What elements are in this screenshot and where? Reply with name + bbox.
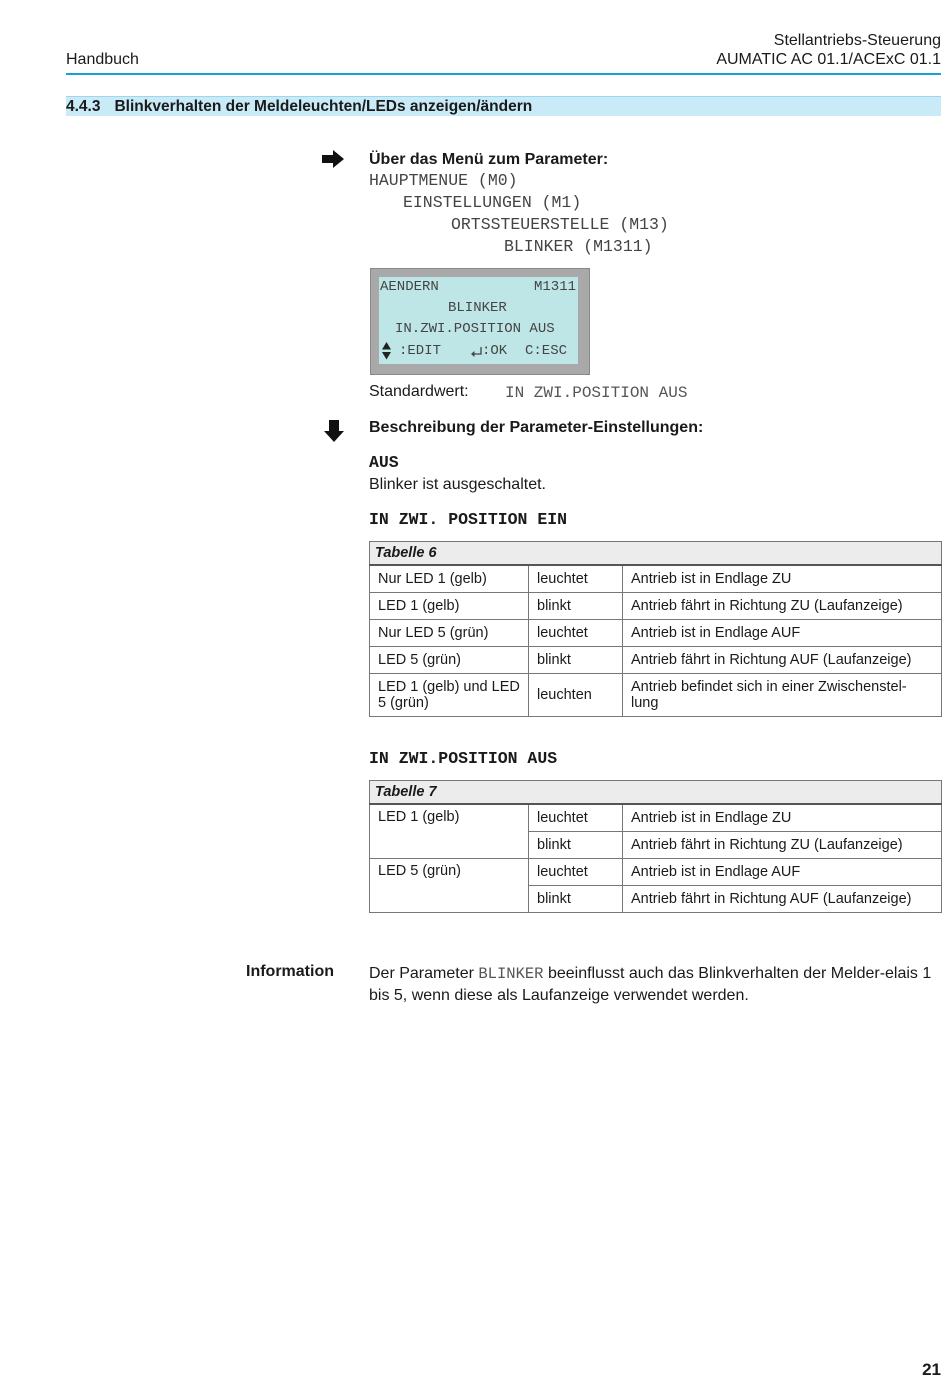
table-caption: Tabelle 6 [370,542,942,566]
table-cell: leuchtet [529,620,623,647]
table-cell: LED 1 (gelb) [370,804,529,859]
enter-icon [471,347,482,358]
information-text [369,963,934,1006]
table-cell: LED 5 (grün) [370,859,529,913]
table-cell: blinkt [529,593,623,620]
table-cell: blinkt [529,647,623,674]
table-cell: leuchten [529,674,623,717]
description-heading: Beschreibung der Parameter-Einstellungen: [369,419,704,436]
table-cell: Antrieb fährt in Richtung ZU (Laufanzeige) [623,832,942,859]
table-row [370,674,942,717]
header-rule [66,73,941,75]
option-ein-code: IN ZWI. POSITION EIN [369,510,568,529]
table-cell: LED 1 (gelb) [370,593,529,620]
standard-value: IN ZWI.POSITION AUS [505,384,688,402]
table-cell: Antrieb ist in Endlage AUF [623,859,942,886]
option-aus2-code: IN ZWI.POSITION AUS [369,749,558,768]
table-cell: leuchtet [529,804,623,832]
lcd-esc: C:ESC [525,343,568,359]
table-cell: Antrieb ist in Endlage ZU [623,565,942,593]
table-cell: leuchtet [529,859,623,886]
arrow-down-icon [324,420,344,442]
lcd-ok: :OK [482,343,508,359]
lcd-screen [379,277,578,364]
menu-path-line: ORTSSTEUERSTELLE (M13) [451,215,669,234]
menu-path-line: HAUPTMENUE (M0) [369,171,518,190]
menu-path-line: BLINKER (M1311) [504,237,653,256]
table-cell: Nur LED 1 (gelb) [370,565,529,593]
information-label: Information [246,963,334,980]
arrow-right-icon [322,150,344,168]
table-cell: blinkt [529,886,623,913]
table-cell: Antrieb ist in Endlage AUF [623,620,942,647]
lcd-param: BLINKER [448,300,507,316]
table-cell: blinkt [529,832,623,859]
table-row [370,647,942,674]
table-row [370,593,942,620]
option-aus-text: Blinker ist ausgeschaltet. [369,476,546,493]
table-cell: LED 5 (grün) [370,647,529,674]
table-row [370,565,942,593]
table-row [370,620,942,647]
information-text-before: Der Parameter [369,965,479,982]
information-text-after: beeinflusst auch das Blinkverhalten der Melder-elais 1 bis 5, wenn diese als Laufanzeige verwendet werden. [369,965,932,1004]
table-cell: Antrieb fährt in Richtung ZU (Laufanzeige) [623,593,942,620]
section-title: Blinkverhalten der Meldeleuchten/LEDs anzeigen/ändern [114,98,533,115]
menu-path-line: EINSTELLUNGEN (M1) [403,193,582,212]
table-cell: Antrieb fährt in Richtung AUF (Laufanzeige) [623,647,942,674]
table-cell: Nur LED 5 (grün) [370,620,529,647]
option-aus-code: AUS [369,453,399,472]
header-right-line2: AUMATIC AC 01.1/ACExC 01.1 [716,51,941,68]
header-left: Handbuch [66,51,139,68]
lcd-mode: AENDERN [380,279,439,295]
table-caption: Tabelle 7 [370,781,942,805]
table-cell: Antrieb ist in Endlage ZU [623,804,942,832]
lcd-edit: :EDIT [399,343,442,359]
header-right [716,31,941,69]
standard-label: Standardwert: [369,383,469,400]
header-right-line1: Stellantriebs-Steuerung [773,32,941,49]
lcd-value: IN.ZWI.POSITION AUS [395,321,555,337]
menu-intro: Über das Menü zum Parameter: [369,151,609,168]
table-cell: LED 1 (gelb) und LED 5 (grün) [370,674,529,717]
table-cell: leuchtet [529,565,623,593]
lcd-code: M1311 [533,279,576,295]
up-down-icon [382,342,391,360]
table-row [370,859,942,886]
section-heading [66,96,941,116]
table-7 [369,780,942,913]
table-6 [369,541,942,717]
table-cell: Antrieb fährt in Richtung AUF (Laufanzeige) [623,886,942,913]
section-number: 4.4.3 [66,98,101,115]
table-cell: Antrieb befindet sich in einer Zwischenstel-lung [623,674,942,717]
table-row [370,804,942,832]
information-code: BLINKER [478,965,544,983]
page-number: 21 [922,1360,941,1379]
